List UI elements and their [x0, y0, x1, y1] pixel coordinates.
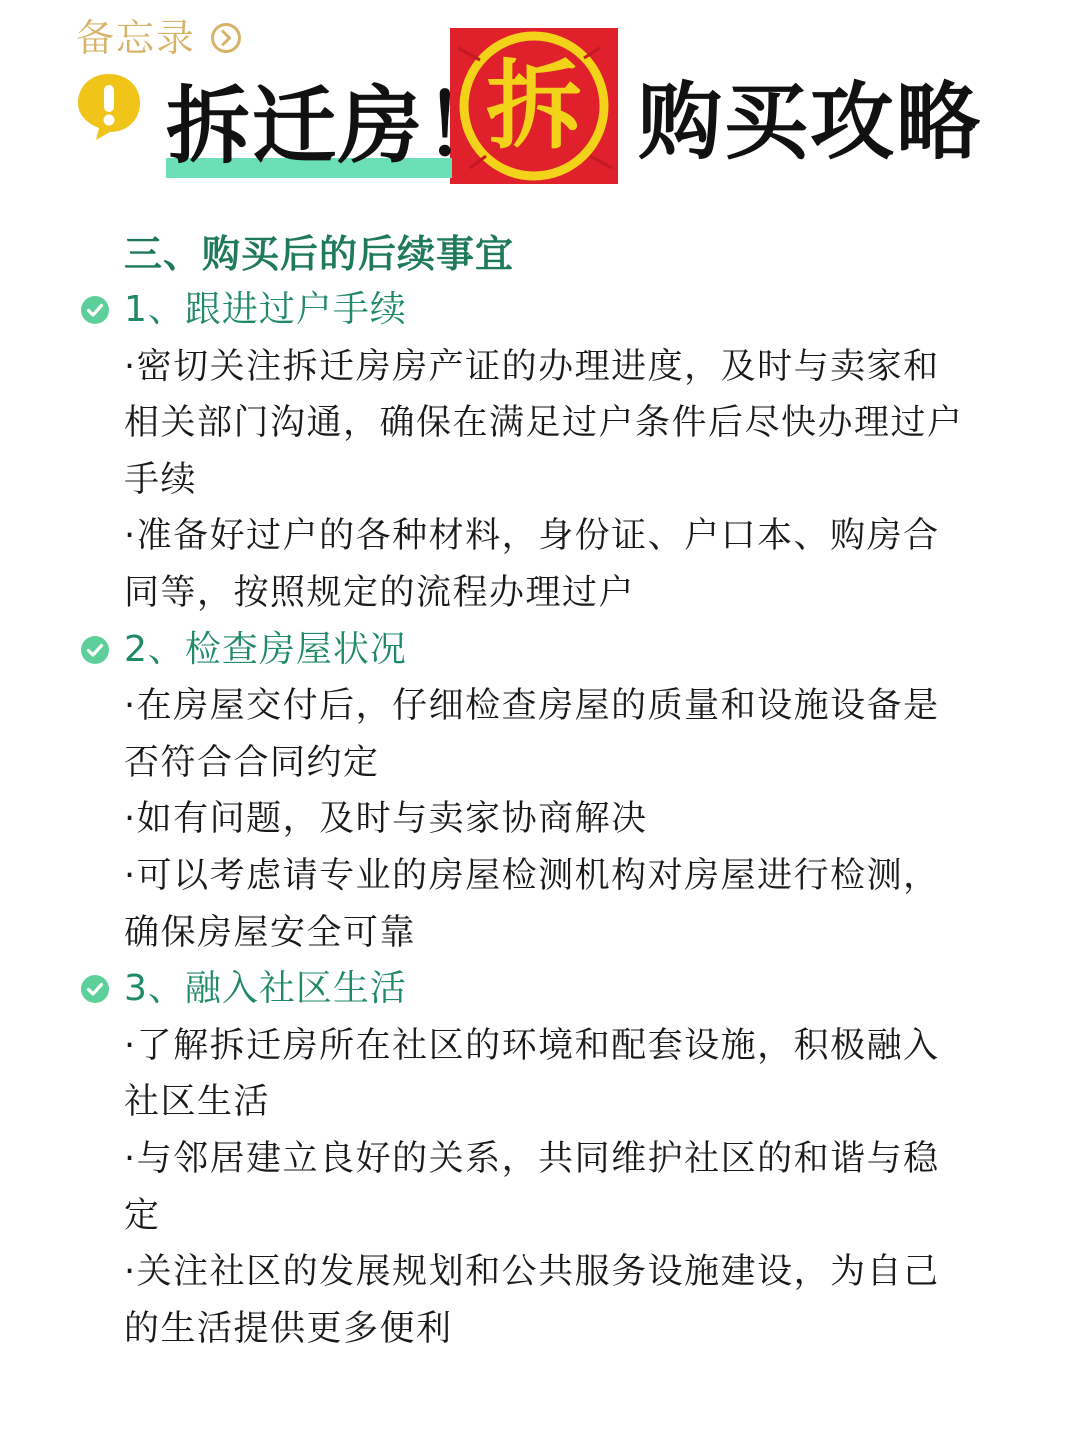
item-paragraph: ·可以考虑请专业的房屋检测机构对房屋进行检测，确保房屋安全可靠: [124, 855, 940, 953]
memo-label: 备忘录: [76, 16, 197, 60]
item-paragraph: ·与邻居建立良好的关系，共同维护社区的和谐与稳定: [124, 1138, 940, 1236]
item-paragraph: ·了解拆迁房所在社区的环境和配套设施，积极融入社区生活: [124, 1025, 940, 1123]
item-paragraph: ·关注社区的发展规划和公共服务设施建设，为自己的生活提供更多便利: [124, 1252, 940, 1349]
item-heading: [80, 282, 980, 339]
exclamation-badge-icon: [74, 70, 144, 144]
item-heading: [80, 961, 980, 1018]
section-heading: 三、购买后的后续事宜: [124, 232, 515, 276]
item-paragraph: ·在房屋交付后，仔细检查房屋的质量和设施设备是否符合合同约定: [124, 686, 940, 783]
title-left: [166, 72, 510, 180]
memo-header[interactable]: [76, 14, 242, 62]
list-item: [80, 961, 980, 1357]
item-heading-text: 2、检查房屋状况: [124, 628, 407, 670]
item-heading-text: 3、融入社区生活: [124, 968, 407, 1010]
content-list: [80, 282, 980, 1357]
check-circle-icon: [80, 635, 110, 665]
item-heading-text: 1、跟进过户手续: [124, 289, 407, 330]
page-title-left: 拆迁房！: [166, 77, 511, 175]
item-heading: [80, 622, 980, 679]
list-item: [80, 622, 980, 962]
chevron-right-circle-icon: [210, 22, 242, 54]
check-circle-icon: [80, 295, 110, 325]
check-circle-icon: [80, 974, 110, 1004]
item-paragraph: ·密切关注拆迁房房产证的办理进度，及时与卖家和相关部门沟通，确保在满足过户条件后尽快办理过户手续: [124, 346, 964, 500]
page-title-right: 购买攻略: [638, 73, 983, 171]
item-paragraph: ·如有问题，及时与卖家协商解决: [124, 799, 648, 840]
list-item: [80, 282, 980, 622]
stamp-character: 拆: [486, 50, 582, 162]
item-paragraph: ·准备好过户的各种材料，身份证、户口本、购房合同等，按照规定的流程办理过户: [124, 516, 940, 613]
